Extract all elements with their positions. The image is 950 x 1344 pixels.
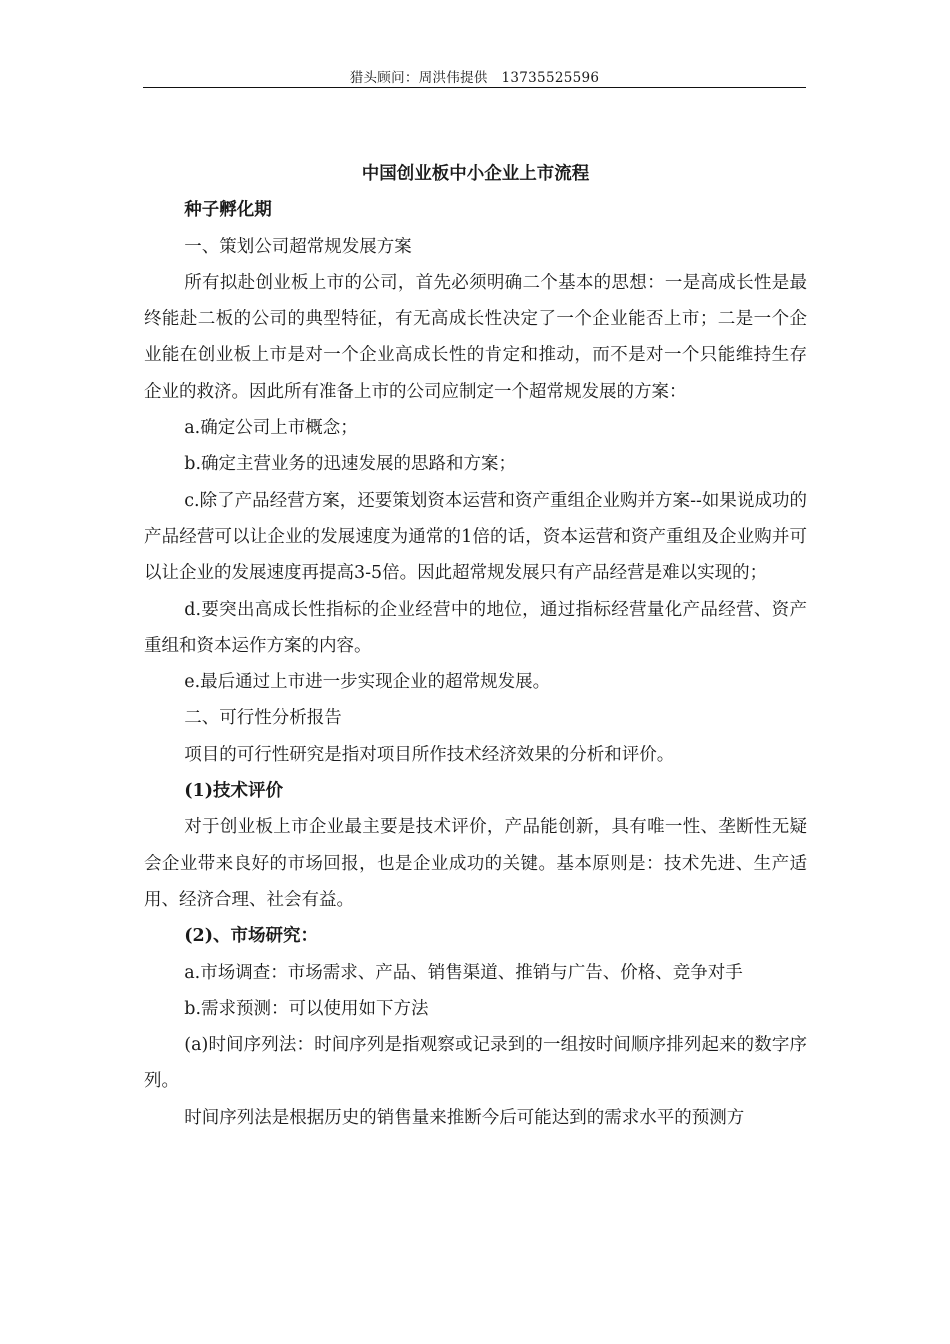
section-heading-seed-stage: 种子孵化期: [184, 200, 272, 221]
paragraph-feasibility: 项目的可行性研究是指对项目所作技术经济效果的分析和评价。: [184, 744, 675, 765]
list-item-d: d.要突出高成长性指标的企业经营中的地位，通过指标经营量化产品经营、资产重组和资本运作方案的内容。: [144, 599, 807, 656]
list-item-demand-forecast: b.需求预测：可以使用如下方法: [184, 998, 429, 1019]
section-heading-1: 一、策划公司超常规发展方案: [184, 236, 412, 257]
list-item-e: e.最后通过上市进一步实现企业的超常规发展。: [184, 672, 551, 693]
list-item-b: b.确定主营业务的迅速发展的思路和方案；: [184, 454, 517, 475]
document-body: [144, 156, 807, 1136]
list-item-a: a.确定公司上市概念；: [184, 418, 358, 439]
subheading-market-research: (2)、市场研究：: [184, 926, 318, 947]
subheading-tech-evaluation: (1)技术评价: [184, 781, 283, 802]
paragraph-intro: 所有拟赴创业板上市的公司，首先必须明确二个基本的思想：一是高成长性是最终能赴二板的公司的典型特征，有无高成长性决定了一个企业能否上市；二是一个企业能在创业板上市是对一个企业高成长性的肯定和推动，而不是对一个只能维持生存企业的救济。因此所有准备上市的公司应制定一个超常规发展的方案：: [144, 272, 807, 402]
paragraph-tech-evaluation: 对于创业板上市企业最主要是技术评价，产品能创新，具有唯一性、垄断性无疑会企业带来良好的市场回报，也是企业成功的关键。基本原则是：技术先进、生产适用、经济合理、社会有益。: [144, 817, 807, 910]
list-item-market-survey: a.市场调查：市场需求、产品、销售渠道、推销与广告、价格、竞争对手: [184, 962, 743, 983]
section-heading-2: 二、可行性分析报告: [184, 708, 342, 729]
document-title: 中国创业板中小企业上市流程: [361, 164, 590, 184]
header-divider: [143, 87, 806, 88]
page-header: 猎头顾问：周洪伟提供 13735525596: [349, 70, 600, 86]
list-item-c: c.除了产品经营方案，还要策划资本运营和资产重组企业购并方案--如果说成功的产品经营可以让企业的发展速度为通常的1倍的话，资本运营和资产重组及企业购并可以让企业的发展速度再提高3-5倍。因此超常规发展只有产品经营是难以实现的；: [144, 490, 807, 584]
paragraph-time-series: (a)时间序列法：时间序列是指观察或记录到的一组按时间顺序排列起来的数字序列。: [144, 1035, 807, 1092]
paragraph-time-series-method: 时间序列法是根据历史的销售量来推断今后可能达到的需求水平的预测方: [184, 1107, 745, 1128]
